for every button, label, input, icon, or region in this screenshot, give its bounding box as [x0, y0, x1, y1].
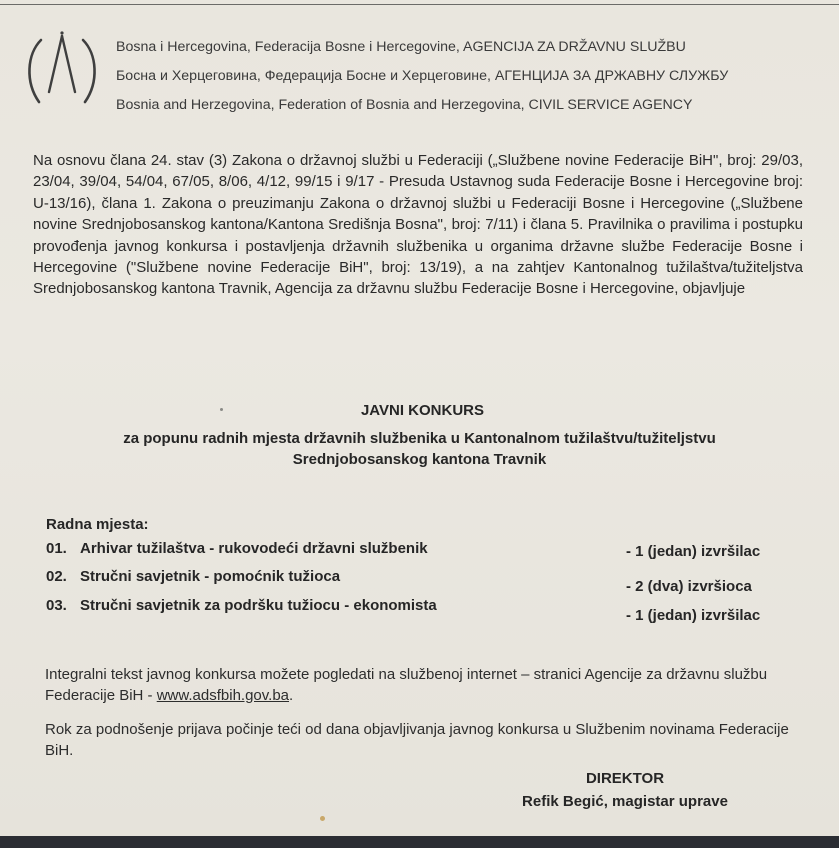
position-row — [46, 540, 796, 564]
signature-name: Refik Begić, magistar uprave — [522, 793, 728, 810]
position-number: 03. — [46, 597, 67, 614]
intro-paragraph: Na osnovu člana 24. stav (3) Zakona o državnoj službi u Federaciji („Službene novine Federacije BiH", broj: 29/03, 23/04, 39/04, 54/04, 67/05, 8/06, 4/12, 99/15 i 9/17 - Presuda Ustavnog suda Federacije Bosne i Hercegovine broj: U-13/16), člana 1. Zakona o preuzimanju Zakona o državnoj službi u Federaciji Bosne i Hercegovine („Službene novine Srednjobosanskog kantona/Kantona Središnja Bosna", broj: 7/11) i člana 5. Pravilnika o pravilima i postupku provođenja javnog konkursa i postavljenja državnih službenika u organima državne službe Federacije Bosne i Hercegovine ("Službene novine Federacije BiH", broj: 13/19), a na zahtjev Kantonalnog tužilaštva/tužiteljstva Srednjobosanskog kantona Travnik, Agencija za državnu službu Federacije Bosne i Hercegovine, objavljuje — [33, 152, 803, 298]
position-number: 02. — [46, 568, 67, 585]
positions-heading: Radna mjesta: — [46, 516, 149, 533]
top-rule — [0, 4, 839, 5]
position-name: Arhivar tužilaštva - rukovodeći državni službenik — [80, 540, 428, 557]
header-line-cyrillic: Босна и Херцеговина, Федерација Босне и Херцеговине, АГЕНЦИЈА ЗА ДРЖАВНУ СЛУЖБУ — [116, 68, 729, 84]
position-count: - 1 (jedan) izvršilac — [626, 543, 761, 560]
position-count: - 1 (jedan) izvršilac — [626, 607, 761, 624]
signature-role: DIREKTOR — [585, 770, 665, 787]
title-subtitle-line-1: za popunu radnih mjesta državnih službenika u Kantonalnom tužilaštvu/tužiteljstvu — [123, 430, 716, 447]
title-main: JAVNI KONKURS — [360, 402, 485, 419]
announcement-title — [0, 400, 839, 470]
position-name: Stručni savjetnik - pomoćnik tužioca — [80, 568, 341, 585]
screen-bottom-band — [0, 836, 839, 848]
position-count: - 2 (dva) izvršioca — [626, 578, 752, 595]
position-name: Stručni savjetnik za podršku tužiocu - ekonomista — [80, 597, 437, 614]
agency-logo-icon — [22, 30, 102, 114]
info-paragraph — [45, 665, 805, 706]
title-subtitle — [0, 428, 839, 470]
paper-speck — [320, 816, 325, 821]
agency-website-link[interactable]: www.adsfbih.gov.ba — [156, 686, 290, 704]
deadline-paragraph: Rok za podnošenje prijava počinje teći od dana objavljivanja javnog konkursa u Službenim novinama Federacije BiH. — [45, 721, 789, 759]
position-row — [46, 568, 796, 595]
info-text: Integralni tekst javnog konkursa možete pogledati na službenoj internet – stranici Agencije za državnu službu Federacije BiH - — [45, 666, 768, 704]
position-row — [46, 597, 796, 624]
paper-speck — [220, 408, 223, 411]
title-subtitle-line-2: Srednjobosanskog kantona Travnik — [292, 451, 547, 468]
header-line-bosnian: Bosna i Hercegovina, Federacija Bosne i Hercegovine, AGENCIJA ZA DRŽAVNU SLUŽBU — [116, 39, 686, 55]
info-end: . — [289, 686, 294, 704]
position-number: 01. — [46, 540, 67, 557]
agency-header — [116, 33, 826, 120]
header-line-english: Bosnia and Herzegovina, Federation of Bosnia and Herzegovina, CIVIL SERVICE AGENCY — [116, 97, 693, 113]
